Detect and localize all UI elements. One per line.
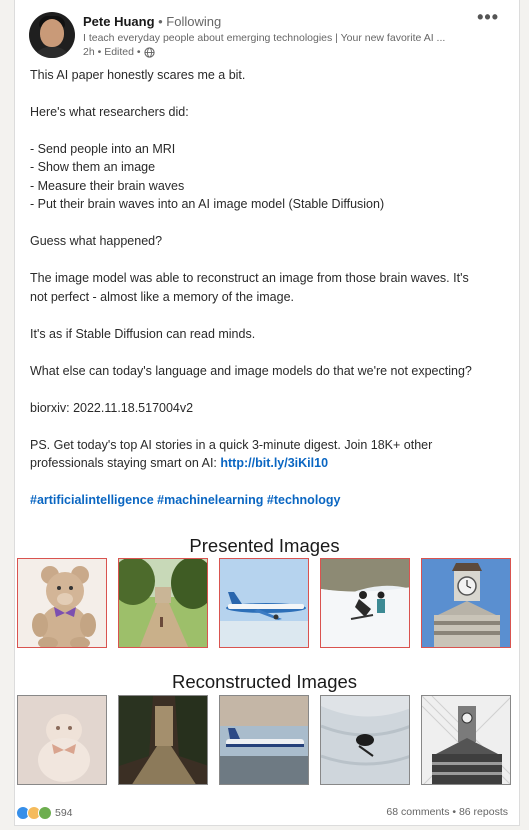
- post-line: - Send people into an MRI: [30, 142, 176, 156]
- post-header: [29, 7, 509, 62]
- post-text: [30, 66, 510, 509]
- author-tagline: I teach everyday people about emerging technologies | Your new favorite AI ...: [83, 32, 446, 44]
- clock-tower-image: [422, 559, 511, 648]
- reactions[interactable]: [16, 806, 73, 820]
- airplane-image: [220, 559, 309, 648]
- avatar[interactable]: [29, 12, 75, 58]
- more-horizontal-icon[interactable]: •••: [477, 7, 499, 27]
- path-reconstruction-image: [119, 696, 208, 785]
- reconstructed-image-skier[interactable]: [320, 695, 410, 785]
- skier-reconstruction-image: [321, 696, 410, 785]
- reconstructed-image-path[interactable]: [118, 695, 208, 785]
- post-line: It's as if Stable Diffusion can read minds.: [30, 326, 256, 341]
- reconstructed-image-airplane[interactable]: [219, 695, 309, 785]
- post-meta: [83, 46, 155, 58]
- post-line: What else can today's language and image models do that we're not expecting?: [30, 363, 472, 378]
- post-line-part: professionals staying smart on AI:: [30, 456, 221, 471]
- celebrate-reaction-icon: [38, 806, 52, 820]
- reconstructed-image-clocktower[interactable]: [421, 695, 511, 785]
- post-line: - Measure their brain waves: [30, 178, 185, 193]
- post-line: biorxiv: 2022.11.18.517004v2: [30, 400, 194, 415]
- presented-image-skier[interactable]: [320, 558, 410, 648]
- post-line: not perfect - almost like a memory of the image.: [30, 289, 294, 304]
- following-status: • Following: [158, 14, 222, 29]
- reconstructed-image-teddy[interactable]: [17, 695, 107, 785]
- reconstructed-images-title: Reconstructed Images: [171, 671, 358, 692]
- airplane-reconstruction-image: [220, 696, 309, 785]
- post-line: Guess what happened?: [30, 234, 163, 249]
- clocktower-reconstruction-image: [422, 696, 511, 785]
- presented-image-path[interactable]: [118, 558, 208, 648]
- garden-path-image: [119, 559, 208, 648]
- post-line: [30, 454, 510, 472]
- post-line: This AI paper honestly scares me a bit.: [30, 68, 246, 82]
- hashtags[interactable]: #artificialintelligence #machinelearning #technology: [30, 493, 341, 508]
- author-name[interactable]: Pete Huang: [83, 14, 155, 29]
- post-line: PS. Get today's top AI stories in a quick 3-minute digest. Join 18K+ other: [30, 437, 433, 452]
- post-line: Here's what researchers did:: [30, 105, 189, 119]
- teddy-reconstruction-image: [18, 696, 107, 785]
- post-line: - Show them an image: [30, 160, 156, 175]
- globe-icon: [144, 47, 155, 58]
- social-bar: [16, 806, 508, 824]
- presented-image-airplane[interactable]: [219, 558, 309, 648]
- presented-images-title: Presented Images: [189, 535, 340, 556]
- presented-image-teddy[interactable]: [17, 558, 107, 648]
- post-line: The image model was able to reconstruct an image from those brain waves. It's: [30, 271, 469, 286]
- teddy-bear-image: [18, 559, 107, 648]
- post-time: 2h • Edited •: [83, 46, 141, 58]
- presented-image-clocktower[interactable]: [421, 558, 511, 648]
- digest-link[interactable]: http://bit.ly/3iKil10: [220, 456, 329, 471]
- reaction-count[interactable]: 594: [55, 807, 73, 819]
- skier-image: [321, 559, 410, 648]
- post-line: - Put their brain waves into an AI image model (Stable Diffusion): [30, 197, 385, 212]
- comments-reposts[interactable]: 68 comments • 86 reposts: [386, 806, 508, 818]
- author-line: [83, 14, 221, 29]
